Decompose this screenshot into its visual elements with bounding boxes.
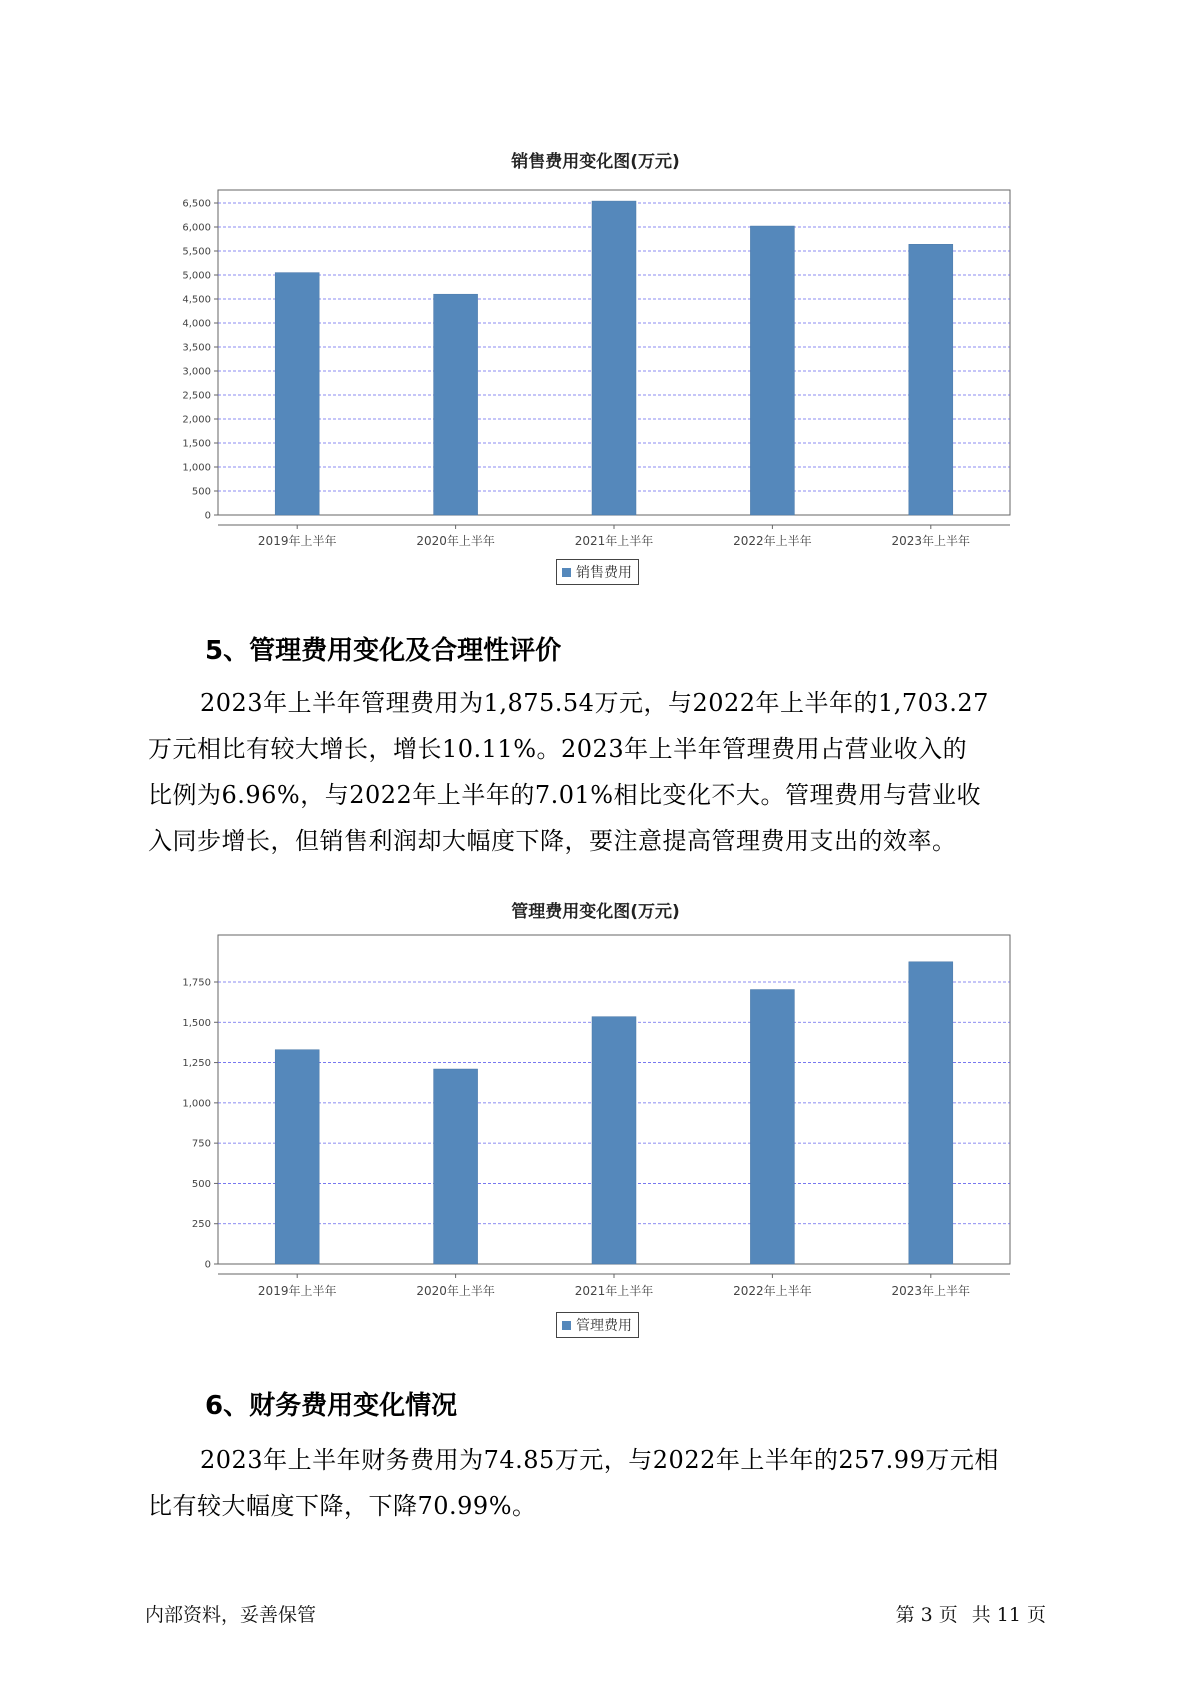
y-tick-label: 4,000 — [182, 318, 211, 330]
y-tick-label: 2,500 — [182, 390, 211, 402]
y-tick-label: 5,000 — [182, 270, 211, 282]
chart-title-admin: 管理费用变化图(万元) — [511, 902, 680, 922]
bar — [275, 273, 319, 515]
y-tick-label: 500 — [191, 1178, 211, 1190]
legend-swatch — [562, 568, 571, 577]
x-tick-label: 2023年上半年 — [891, 534, 971, 548]
paragraph-line: 万元相比有较大增长，增长10.11%。2023年上半年管理费用占营业收入的 — [148, 735, 968, 763]
x-tick-label: 2021年上半年 — [574, 534, 654, 548]
bar — [750, 226, 794, 515]
x-tick-label: 2022年上半年 — [733, 1284, 812, 1298]
y-tick-label: 500 — [191, 486, 211, 498]
bar — [909, 962, 953, 1264]
y-tick-label: 4,500 — [182, 294, 211, 306]
legend-sales — [556, 559, 639, 585]
x-tick-label: 2022年上半年 — [733, 534, 812, 548]
bar — [909, 244, 953, 515]
y-tick-label: 1,000 — [182, 462, 211, 474]
page-number: 第 3 页 — [895, 1604, 958, 1626]
section-heading-5: 5、管理费用变化及合理性评价 — [205, 636, 562, 666]
y-tick-label: 5,500 — [182, 246, 211, 258]
y-tick-label: 0 — [204, 510, 211, 522]
y-tick-label: 6,000 — [182, 222, 211, 234]
paragraph-line: 比例为6.96%，与2022年上半年的7.01%相比变化不大。管理费用与营业收 — [148, 781, 982, 809]
paragraph-line: 比有较大幅度下降，下降70.99%。 — [148, 1492, 537, 1520]
y-tick-label: 3,500 — [182, 342, 211, 354]
y-tick-label: 2,000 — [182, 414, 211, 426]
chart-title-sales: 销售费用变化图(万元) — [511, 152, 680, 172]
x-tick-label: 2020年上半年 — [416, 534, 495, 548]
y-tick-label: 250 — [191, 1219, 211, 1231]
bar — [434, 294, 478, 515]
y-tick-label: 1,500 — [182, 1017, 211, 1029]
x-tick-label: 2019年上半年 — [257, 1284, 337, 1298]
sales-expense-chart — [0, 180, 1191, 548]
x-tick-label: 2019年上半年 — [257, 534, 337, 548]
section-paragraph-6 — [148, 1437, 1048, 1529]
legend-label: 管理费用 — [576, 1318, 632, 1334]
bar — [592, 1017, 636, 1264]
y-tick-label: 0 — [204, 1259, 211, 1271]
y-tick-label: 1,000 — [182, 1098, 211, 1110]
paragraph-line: 2023年上半年管理费用为1,875.54万元，与2022年上半年的1,703.27 — [200, 689, 989, 717]
y-tick-label: 1,750 — [182, 977, 211, 989]
section-paragraph-5 — [148, 680, 1048, 864]
bar — [434, 1069, 478, 1264]
paragraph-line: 入同步增长，但销售利润却大幅度下降，要注意提高管理费用支出的效率。 — [148, 827, 957, 855]
bar — [275, 1050, 319, 1264]
y-tick-label: 750 — [191, 1138, 211, 1150]
bar — [750, 990, 794, 1264]
footer-pagination — [896, 1600, 1046, 1627]
y-tick-label: 6,500 — [182, 198, 211, 210]
x-tick-label: 2023年上半年 — [891, 1284, 971, 1298]
footer-confidential: 内部资料，妥善保管 — [145, 1604, 317, 1626]
admin-expense-chart — [0, 930, 1191, 1310]
legend-admin — [556, 1312, 639, 1338]
y-tick-label: 1,500 — [182, 438, 211, 450]
y-tick-label: 1,250 — [182, 1058, 211, 1070]
bar — [592, 201, 636, 515]
page-total: 共 11 页 — [971, 1604, 1046, 1626]
y-tick-label: 3,000 — [182, 366, 211, 378]
x-tick-label: 2021年上半年 — [574, 1284, 654, 1298]
x-tick-label: 2020年上半年 — [416, 1284, 495, 1298]
legend-swatch — [562, 1321, 571, 1330]
legend-label: 销售费用 — [576, 565, 632, 581]
section-heading-6: 6、财务费用变化情况 — [205, 1391, 458, 1421]
paragraph-line: 2023年上半年财务费用为74.85万元，与2022年上半年的257.99万元相 — [200, 1446, 999, 1474]
